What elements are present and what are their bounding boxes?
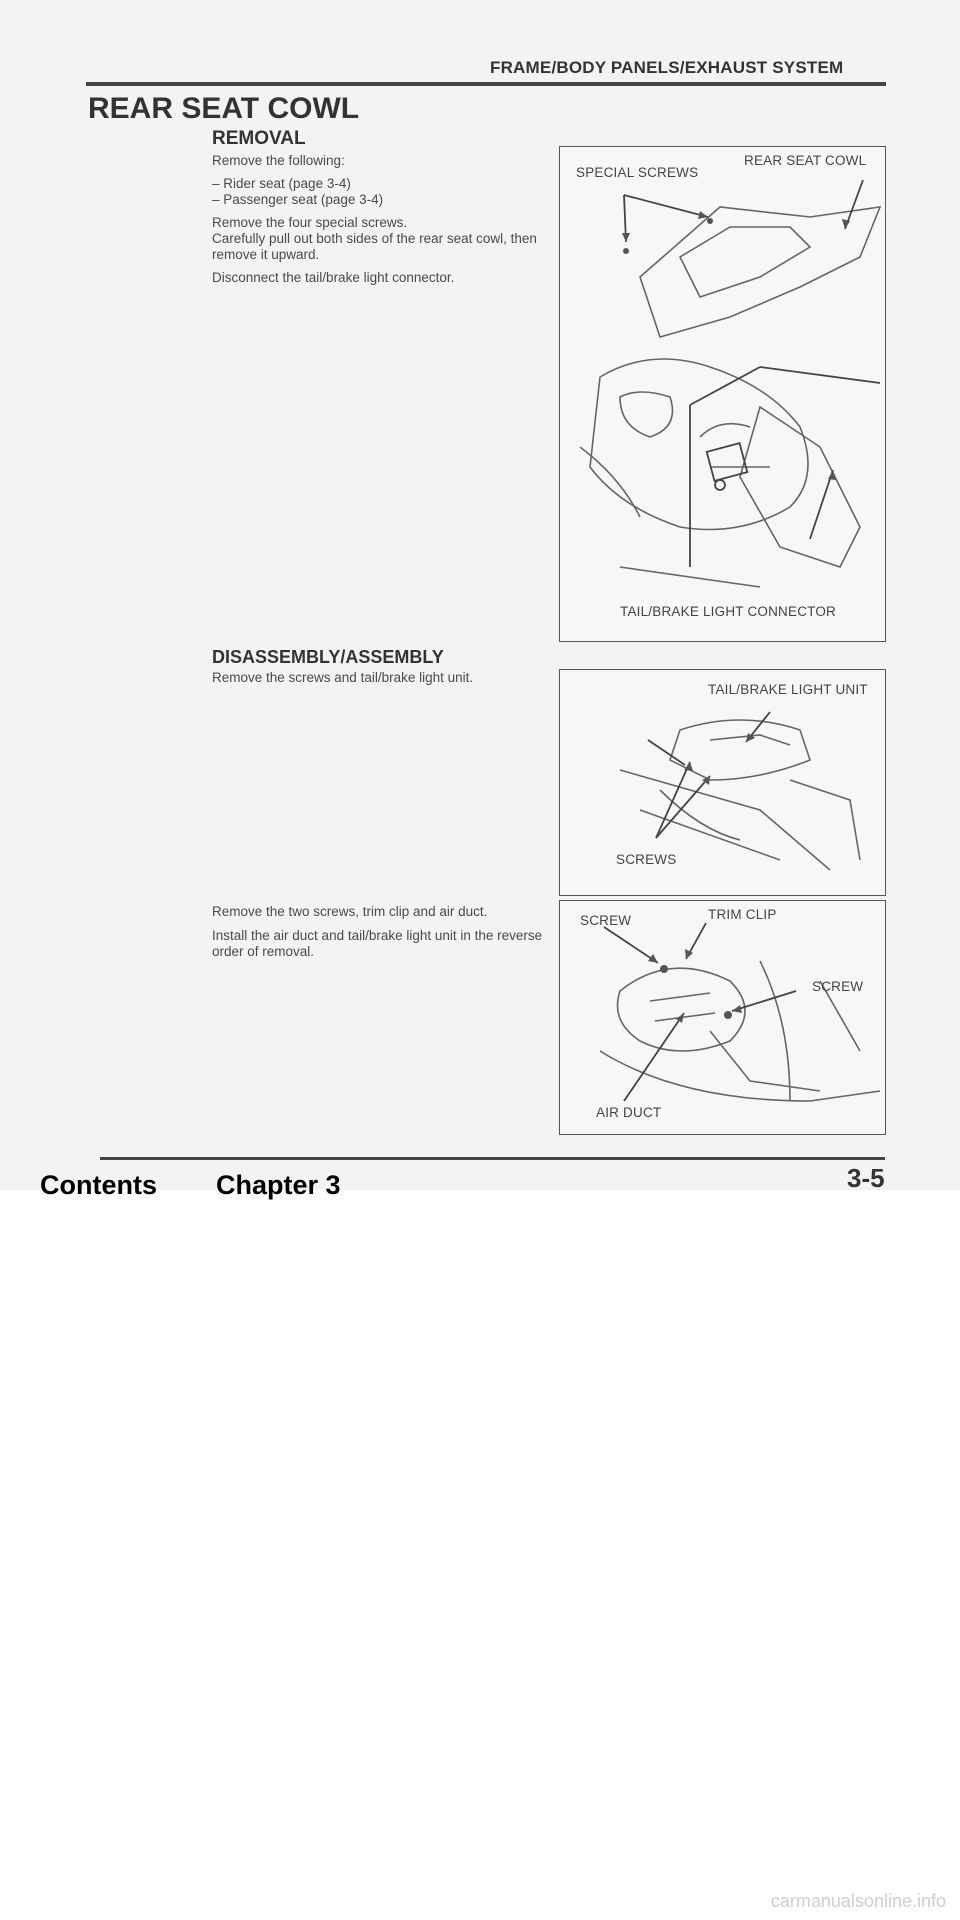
callout-rear-seat-cowl: REAR SEAT COWL bbox=[744, 153, 867, 168]
callout-screw-right: SCREW bbox=[812, 979, 864, 994]
disassembly-heading: DISASSEMBLY/ASSEMBLY bbox=[212, 647, 444, 667]
rear-seat-cowl-illustration bbox=[560, 147, 885, 641]
removal-list bbox=[212, 176, 547, 208]
callout-tail-brake-light-connector: TAIL/BRAKE LIGHT CONNECTOR bbox=[620, 604, 836, 619]
callout-tail-brake-light-unit: TAIL/BRAKE LIGHT UNIT bbox=[708, 682, 868, 697]
disassembly-text-1: Remove the screws and tail/brake light unit. bbox=[212, 670, 474, 685]
disassembly-para-install: Install the air duct and tail/brake light unit in the reverse order of removal. bbox=[212, 928, 543, 959]
page-number: 3-5 bbox=[847, 1163, 885, 1193]
removal-para-screws: Remove the four special screws. bbox=[212, 215, 408, 230]
section-title: REAR SEAT COWL bbox=[88, 92, 360, 125]
site-watermark: carmanualsonline.info bbox=[770, 1891, 946, 1911]
air-duct-illustration bbox=[560, 901, 885, 1134]
callout-special-screws: SPECIAL SCREWS bbox=[576, 165, 699, 180]
contents-link[interactable]: Contents bbox=[40, 1170, 157, 1200]
chapter-header: FRAME/BODY PANELS/EXHAUST SYSTEM bbox=[490, 58, 844, 77]
tail-brake-light-illustration bbox=[560, 670, 885, 895]
chapter-link[interactable]: Chapter 3 bbox=[216, 1170, 341, 1200]
callout-screw-left: SCREW bbox=[580, 913, 632, 928]
header-rule bbox=[86, 82, 886, 86]
removal-para-disconnect: Disconnect the tail/brake light connector. bbox=[212, 270, 455, 285]
footer-rule bbox=[100, 1157, 885, 1160]
figure-tail-brake-light-unit bbox=[559, 669, 886, 896]
disassembly-text-2 bbox=[212, 904, 552, 967]
callout-screws: SCREWS bbox=[616, 852, 677, 867]
removal-item-rider-seat: – Rider seat (page 3-4) bbox=[212, 176, 547, 192]
callout-trim-clip: TRIM CLIP bbox=[708, 907, 777, 922]
removal-intro: Remove the following: bbox=[212, 153, 345, 168]
callout-air-duct: AIR DUCT bbox=[596, 1105, 662, 1120]
removal-para-pull: Carefully pull out both sides of the rear seat cowl, then remove it upward. bbox=[212, 231, 537, 262]
removal-item-passenger-seat: – Passenger seat (page 3-4) bbox=[212, 192, 547, 208]
removal-heading: REMOVAL bbox=[212, 128, 306, 149]
disassembly-para-remove-duct: Remove the two screws, trim clip and air duct. bbox=[212, 904, 488, 919]
figure-air-duct bbox=[559, 900, 886, 1135]
figure-rear-seat-cowl bbox=[559, 146, 886, 642]
removal-text bbox=[212, 153, 547, 293]
